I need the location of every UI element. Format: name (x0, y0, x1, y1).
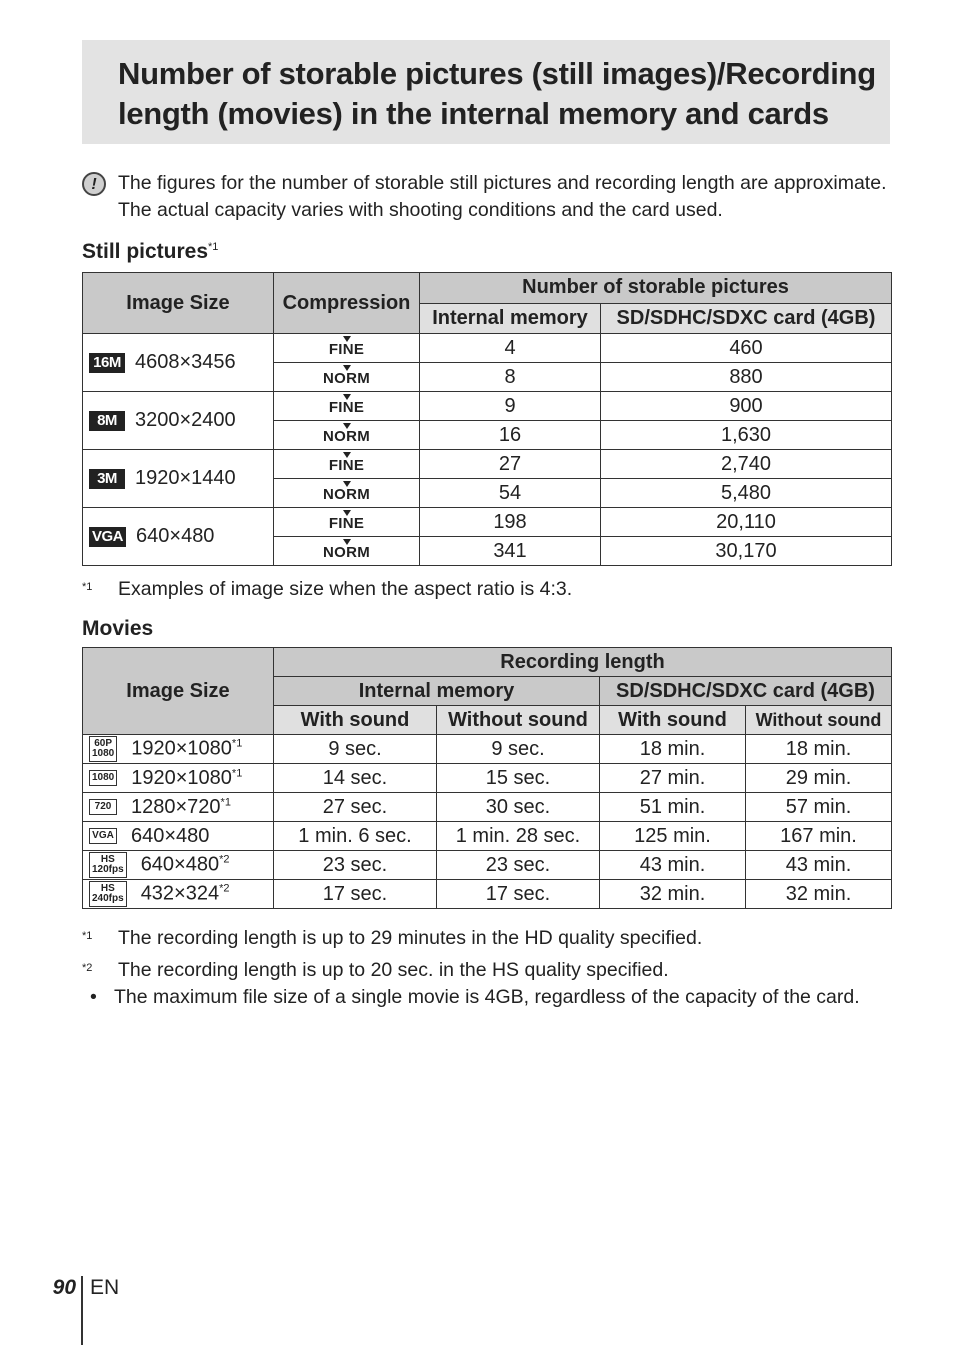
movies-footnote-1-mark: *1 (82, 930, 93, 942)
table-row (83, 508, 892, 537)
movie-length-card-with: 18 min. (600, 735, 746, 764)
compression-icon: NORM (322, 427, 371, 445)
card-count: 1,630 (601, 421, 892, 450)
movie-length-im-with: 17 sec. (274, 880, 437, 909)
movies-header-card: SD/SDHC/SDXC card (4GB) (600, 677, 892, 706)
movie-length-im-with: 23 sec. (274, 851, 437, 880)
compression-icon: FINE (328, 340, 365, 358)
movie-quality-icon (89, 770, 117, 786)
still-table (82, 272, 892, 566)
image-size-icon: 3M (89, 469, 125, 489)
still-header-internal: Internal memory (420, 303, 601, 334)
movies-header-card-without: Without sound (746, 706, 892, 735)
compression-cell (274, 363, 420, 392)
movie-quality-icon (89, 736, 117, 762)
movie-length-im-with: 14 sec. (274, 764, 437, 793)
card-count: 30,170 (601, 537, 892, 566)
movie-length-card-without: 32 min. (746, 880, 892, 909)
compression-icon: NORM (322, 485, 371, 503)
movies-footnote-2 (82, 957, 890, 984)
movie-length-im-without: 23 sec. (437, 851, 600, 880)
image-size-cell (83, 450, 274, 508)
table-row (83, 392, 892, 421)
still-header-number: Number of storable pictures (420, 273, 892, 304)
compression-cell (274, 334, 420, 363)
movies-footnote-2-text: The recording length is up to 20 sec. in the HS quality specified. (118, 959, 669, 981)
movie-size-value: 640×480 (140, 853, 220, 876)
movie-length-card-without: 18 min. (746, 735, 892, 764)
still-footnote (82, 576, 890, 603)
internal-count: 9 (420, 392, 601, 421)
movie-length-card-with: 125 min. (600, 822, 746, 851)
movie-length-im-with: 1 min. 6 sec. (274, 822, 437, 851)
title-box (82, 40, 890, 144)
movie-length-im-with: 9 sec. (274, 735, 437, 764)
movie-quality-icon (89, 881, 127, 907)
movie-quality-icon-bottom: 240fps (92, 893, 124, 904)
image-size-icon: 16M (89, 353, 125, 373)
card-count: 2,740 (601, 450, 892, 479)
movie-quality-icon-bottom: VGA (92, 830, 114, 842)
table-row (83, 851, 892, 880)
internal-count: 198 (420, 508, 601, 537)
movie-quality-icon-bottom: 1080 (92, 748, 115, 759)
internal-count: 341 (420, 537, 601, 566)
internal-count: 4 (420, 334, 601, 363)
movie-quality-icon (89, 828, 117, 844)
still-footnote-text: Examples of image size when the aspect ratio is 4:3. (118, 578, 573, 600)
image-size-icon: 8M (89, 411, 125, 431)
movie-quality-icon-top: HS (100, 854, 115, 865)
bullet-dot: • (90, 986, 97, 1008)
still-header-compression: Compression (274, 273, 420, 334)
card-count: 5,480 (601, 479, 892, 508)
movies-header-recording: Recording length (274, 648, 892, 677)
movies-footnotes (82, 925, 890, 1011)
movies-table-body (83, 735, 892, 909)
movie-length-im-without: 9 sec. (437, 735, 600, 764)
internal-count: 16 (420, 421, 601, 450)
still-header-card: SD/SDHC/SDXC card (4GB) (601, 303, 892, 334)
compression-icon: FINE (328, 514, 365, 532)
compression-cell (274, 537, 420, 566)
table-row (83, 450, 892, 479)
image-size-value: 640×480 (136, 525, 215, 547)
image-size-cell (83, 508, 274, 566)
movies-header-internal: Internal memory (274, 677, 600, 706)
movie-length-im-without: 1 min. 28 sec. (437, 822, 600, 851)
page (82, 40, 890, 1011)
movie-quality-icon-top: HS (100, 883, 115, 894)
movie-length-card-without: 57 min. (746, 793, 892, 822)
table-row (83, 822, 892, 851)
card-count: 20,110 (601, 508, 892, 537)
compression-cell (274, 450, 420, 479)
image-size-value: 4608×3456 (135, 351, 236, 373)
movies-heading: Movies (82, 617, 154, 640)
page-title: Number of storable pictures (still images)/Recording length (movies) in the internal memory and cards (118, 56, 876, 131)
image-size-value: 3200×2400 (135, 409, 236, 431)
still-heading-mark: *1 (208, 241, 219, 253)
internal-count: 8 (420, 363, 601, 392)
image-size-cell (83, 392, 274, 450)
movie-length-card-with: 27 min. (600, 764, 746, 793)
still-table-body (83, 334, 892, 566)
movie-size-value: 640×480 (131, 824, 210, 847)
movies-table (82, 647, 892, 909)
movie-length-card-without: 167 min. (746, 822, 892, 851)
movie-size-mark: *2 (219, 882, 230, 895)
movie-size-value: 1280×720 (131, 795, 221, 818)
caution-note (82, 170, 890, 224)
compression-icon: FINE (328, 398, 365, 416)
movie-quality-icon-top: 60P (94, 738, 113, 749)
movies-header-im-with: With sound (274, 706, 437, 735)
internal-count: 54 (420, 479, 601, 508)
movie-length-card-with: 32 min. (600, 880, 746, 909)
movie-length-card-without: 43 min. (746, 851, 892, 880)
movie-size-cell (83, 735, 274, 764)
footer-divider (81, 1276, 83, 1345)
movie-size-cell (83, 793, 274, 822)
compression-cell (274, 392, 420, 421)
movie-quality-icon (89, 852, 127, 878)
movie-length-im-without: 17 sec. (437, 880, 600, 909)
movie-size-cell (83, 851, 274, 880)
movie-size-value: 1920×1080 (131, 766, 232, 789)
table-row (83, 793, 892, 822)
movies-header-im-without: Without sound (437, 706, 600, 735)
card-count: 460 (601, 334, 892, 363)
still-header-image-size: Image Size (83, 273, 274, 334)
movie-quality-icon (89, 799, 117, 815)
compression-cell (274, 508, 420, 537)
table-row (83, 880, 892, 909)
still-heading-text: Still pictures (82, 240, 209, 263)
language-label: EN (90, 1276, 120, 1299)
image-size-icon: VGA (89, 527, 126, 547)
caution-icon: ! (82, 172, 106, 196)
compression-icon: NORM (322, 369, 371, 387)
movie-size-mark: *2 (219, 853, 230, 866)
movie-size-mark: *1 (220, 795, 231, 808)
still-footnote-mark: *1 (82, 581, 93, 593)
movie-size-value: 432×324 (140, 882, 220, 905)
table-row (83, 334, 892, 363)
movie-length-card-with: 43 min. (600, 851, 746, 880)
movie-size-cell (83, 880, 274, 909)
movies-footnote-1 (82, 925, 890, 952)
image-size-cell (83, 334, 274, 392)
movie-quality-icon-bottom: 1080 (92, 772, 115, 784)
compression-cell (274, 421, 420, 450)
image-size-value: 1920×1440 (135, 467, 236, 489)
table-row (83, 764, 892, 793)
movie-length-card-without: 29 min. (746, 764, 892, 793)
movies-header-card-with: With sound (600, 706, 746, 735)
table-row (83, 735, 892, 764)
note-text: The figures for the number of storable still pictures and recording length are approximate. The actual capacity varies with shooting conditions and the card used. (118, 172, 887, 221)
movie-length-im-without: 15 sec. (437, 764, 600, 793)
compression-icon: NORM (322, 543, 371, 561)
movie-size-mark: *1 (231, 766, 243, 779)
movies-footnote-2-mark: *2 (82, 962, 93, 974)
movie-size-cell (83, 764, 274, 793)
compression-icon: FINE (328, 456, 365, 474)
movies-footnote-1-text: The recording length is up to 29 minutes in the HD quality specified. (118, 927, 703, 949)
movies-header-image-size: Image Size (83, 648, 274, 735)
movie-size-cell (83, 822, 274, 851)
movie-quality-icon-bottom: 720 (94, 801, 112, 813)
movie-length-card-with: 51 min. (600, 793, 746, 822)
card-count: 880 (601, 363, 892, 392)
internal-count: 27 (420, 450, 601, 479)
movie-size-mark: *1 (231, 737, 243, 750)
card-count: 900 (601, 392, 892, 421)
movies-bullet-text: The maximum file size of a single movie is 4GB, regardless of the capacity of the card. (114, 986, 860, 1008)
movie-length-im-without: 30 sec. (437, 793, 600, 822)
compression-cell (274, 479, 420, 508)
still-heading (82, 240, 890, 264)
movie-length-im-with: 27 sec. (274, 793, 437, 822)
movies-bullet (82, 984, 890, 1011)
page-number: 90 (52, 1276, 76, 1299)
movie-quality-icon-bottom: 120fps (92, 864, 124, 875)
movie-size-value: 1920×1080 (131, 737, 232, 760)
